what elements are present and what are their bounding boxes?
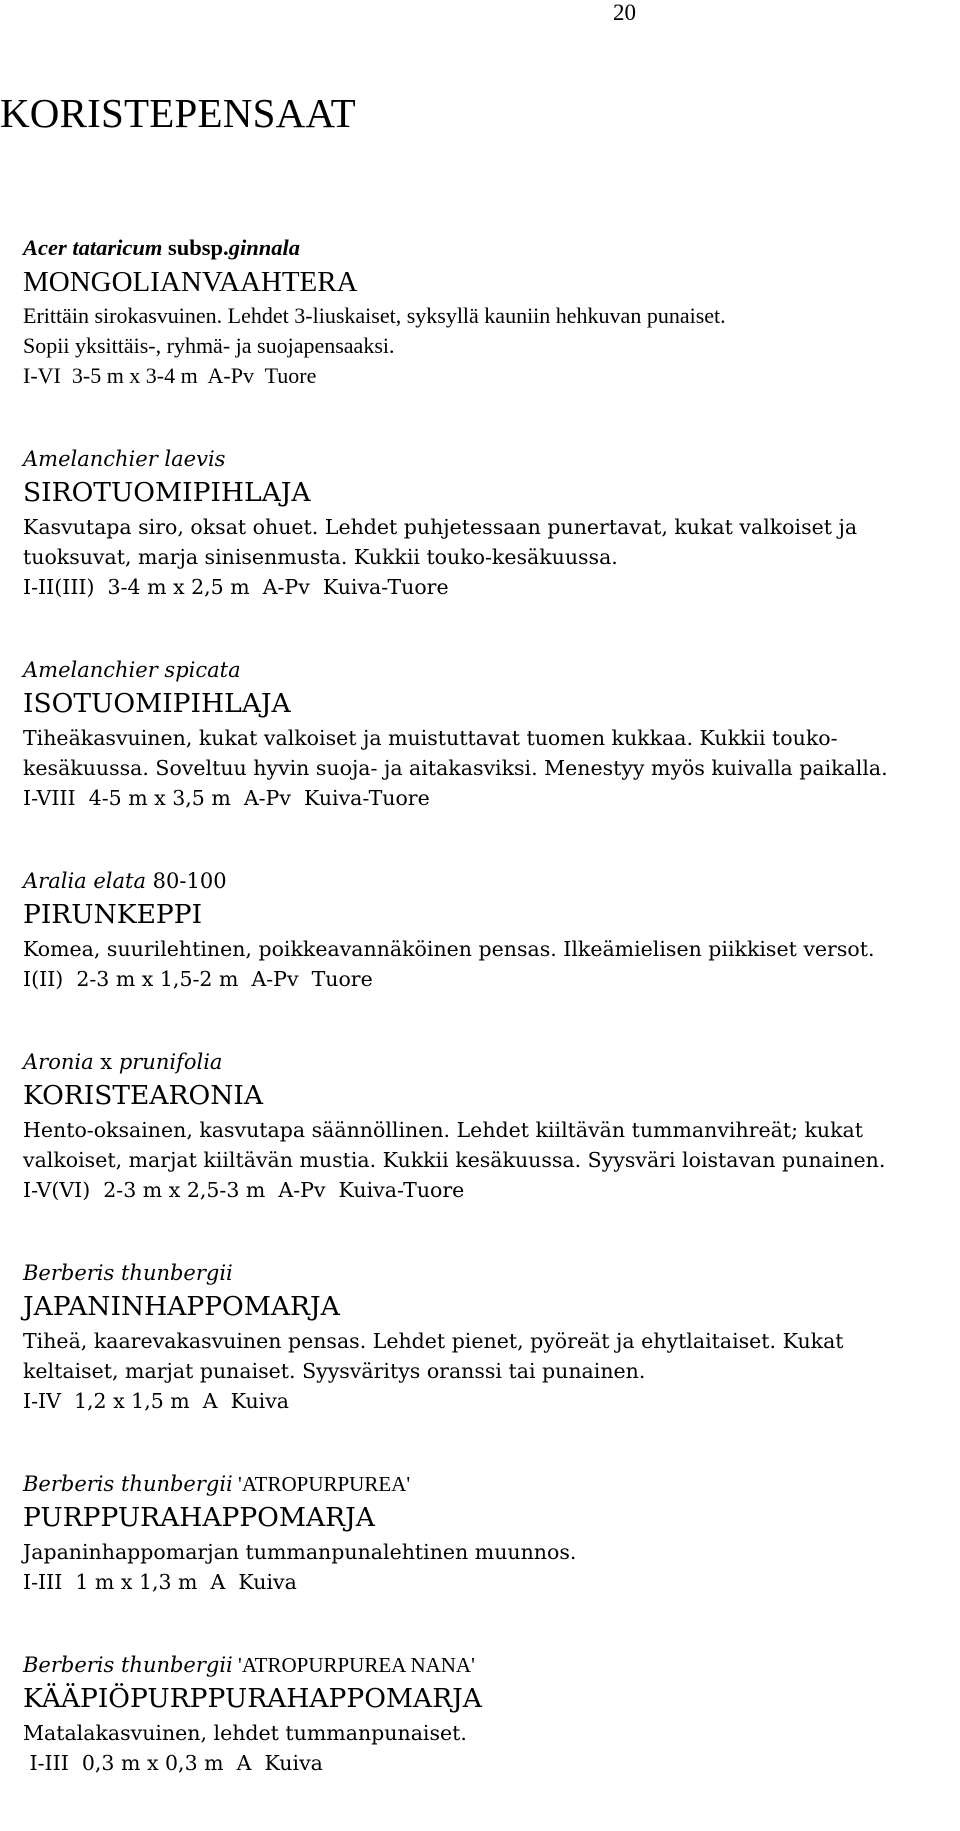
latin-genus-species: Berberis thunbergii [23,1653,233,1677]
common-name: MONGOLIANVAAHTERA [23,266,358,298]
description [23,1537,953,1567]
description-line: Kasvutapa siro, oksat ohuet. Lehdet puhjetessaan punertavat, kukat valkoiset ja [23,515,858,539]
latin-genus-species: Aralia elata [23,869,146,893]
latin-name [23,1650,953,1680]
plant-entry [23,655,953,813]
plant-list [23,233,953,1831]
spec-line: I-VIII 4-5 m x 3,5 m A-Pv Kuiva-Tuore [23,786,430,810]
description-line: Komea, suurilehtinen, poikkeavannäköinen pensas. Ilkeämielisen piikkiset versot. [23,937,875,961]
latin-name [23,444,953,474]
spec-line: I-III 0,3 m x 0,3 m A Kuiva [23,1751,323,1775]
latin-extra: 'ATROPURPUREA NANA' [232,1653,475,1677]
common-name: KÄÄPIÖPURPPURAHAPPOMARJA [23,1683,482,1714]
description-line: valkoiset, marjat kiiltävän mustia. Kukkii kesäkuussa. Syysväri loistavan punainen. [23,1148,886,1172]
description-line: keltaiset, marjat punaiset. Syysväritys oranssi tai punainen. [23,1359,646,1383]
latin-genus-species: Acer tataricum [23,235,163,260]
common-name: JAPANINHAPPOMARJA [23,1291,340,1322]
description-line: Matalakasvuinen, lehdet tummanpunaiset. [23,1721,467,1745]
latin-name [23,1258,953,1288]
plant-entry [23,1469,953,1597]
latin-cultivar: ginnala [228,235,300,260]
spec-line: I-IV 1,2 x 1,5 m A Kuiva [23,1389,290,1413]
latin-cultivar: prunifolia [118,1050,223,1074]
description-line: Sopii yksittäis-, ryhmä- ja suojapensaaksi. [23,333,395,358]
description-line: Tiheä, kaarevakasvuinen pensas. Lehdet pienet, pyöreät ja ehytlaitaiset. Kukat [23,1329,844,1353]
spec-line: I-III 1 m x 1,3 m A Kuiva [23,1570,297,1594]
latin-extra: 80-100 [145,869,227,893]
spec-line: I-II(III) 3-4 m x 2,5 m A-Pv Kuiva-Tuore [23,575,449,599]
latin-name [23,1469,953,1499]
common-name: SIROTUOMIPIHLAJA [23,477,311,508]
latin-extra: subsp. [162,235,229,260]
spec-line: I(II) 2-3 m x 1,5-2 m A-Pv Tuore [23,967,373,991]
common-name: PURPPURAHAPPOMARJA [23,1502,375,1533]
plant-entry [23,444,953,602]
common-name: KORISTEARONIA [23,1080,264,1111]
description-line: tuoksuvat, marja sinisenmusta. Kukkii touko-kesäkuussa. [23,545,618,569]
description-line: Tiheäkasvuinen, kukat valkoiset ja muistuttavat tuomen kukkaa. Kukkii touko- [23,726,838,750]
description [23,934,953,964]
description [23,512,953,572]
page-title: KORISTEPENSAAT [0,90,356,136]
latin-genus-species: Berberis thunbergii [23,1472,233,1496]
description [23,1326,953,1386]
plant-entry [23,1650,953,1778]
description-line: Hento-oksainen, kasvutapa säännöllinen. Lehdet kiiltävän tummanvihreät; kukat [23,1118,864,1142]
spec-line: I-V(VI) 2-3 m x 2,5-3 m A-Pv Kuiva-Tuore [23,1178,465,1202]
description [23,301,953,361]
latin-genus-species: Amelanchier spicata [23,658,241,682]
latin-name [23,1047,953,1077]
latin-name [23,233,953,263]
common-name: ISOTUOMIPIHLAJA [23,688,291,719]
spec-line: I-VI 3-5 m x 3-4 m A-Pv Tuore [23,363,317,388]
description-line: kesäkuussa. Soveltuu hyvin suoja- ja aitakasviksi. Menestyy myös kuivalla paikalla. [23,756,888,780]
common-name: PIRUNKEPPI [23,899,203,930]
plant-entry [23,1047,953,1205]
description-line: Erittäin sirokasvuinen. Lehdet 3-liuskaiset, syksyllä kauniin hehkuvan punaiset. [23,303,726,328]
description [23,1115,953,1175]
plant-entry [23,1258,953,1416]
latin-genus-species: Amelanchier laevis [23,447,226,471]
latin-name [23,655,953,685]
latin-name [23,866,953,896]
description [23,1718,953,1748]
latin-extra: x [93,1050,119,1074]
plant-entry [23,233,953,391]
latin-extra: 'ATROPURPUREA' [232,1472,411,1496]
latin-genus-species: Aronia [23,1050,94,1074]
plant-entry [23,866,953,994]
page-number: 20 [613,0,636,25]
description-line: Japaninhappomarjan tummanpunalehtinen muunnos. [23,1540,577,1564]
description [23,723,953,783]
entries-group [23,444,953,1778]
latin-genus-species: Berberis thunbergii [23,1261,233,1285]
